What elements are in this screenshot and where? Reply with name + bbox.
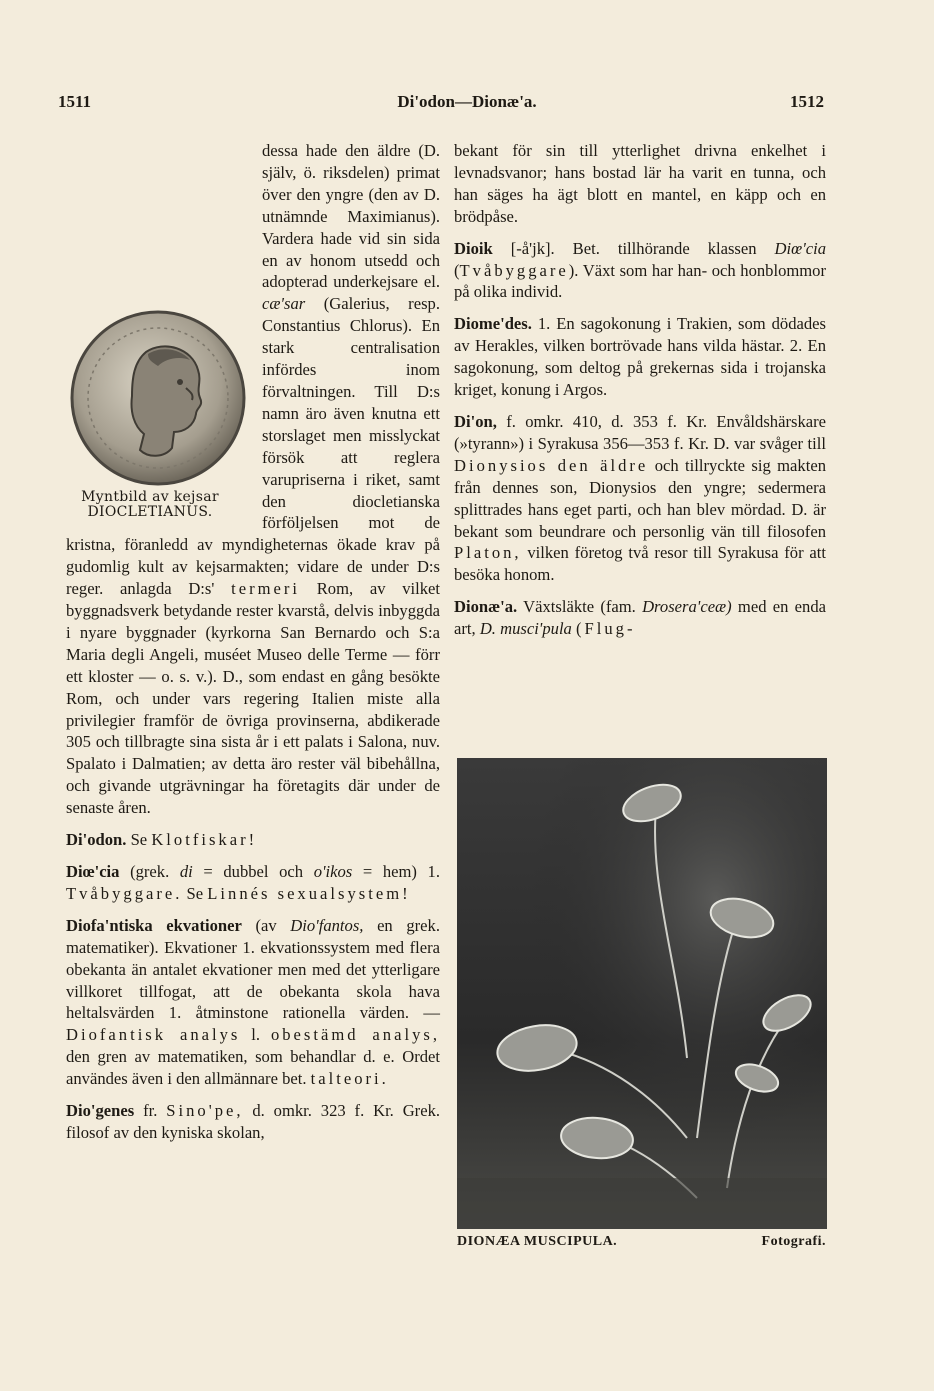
diodon-entry: Di'odon. Se Klotfiskar!	[66, 830, 258, 850]
diogenes-entry: Dio'genes fr. Sino'pe, d. omkr. 323 f. Kr. Grek. filosof av den kyniska skolan,	[66, 1101, 441, 1142]
photo-caption-credit: Fotografi.	[761, 1234, 826, 1249]
tvabyggare-crossref-link[interactable]: Tvåbyggare.	[66, 883, 183, 903]
linne-crossref-link[interactable]: Linnés sexualsystem!	[207, 883, 411, 903]
diocletianus-entry: dessa hade den äldre (D. själv, ö. riksdelen) primat över den yngre (den av D. utnämnde Maximianus). Vardera hade vid sin sida en av honom utsedd och adopterad underkejsare el. cæ'sar (Galerius, resp. Constantius Chlorus). En stark centralisation infördes inom förvaltningen. Till D:s namn äro även knutna ett storslaget men misslyckat försök att reglera varupriserna i riket, samt den diocletianska förföljelsen mot de kristna, föranledd av myndigheternas ökade krav på gudomlig kult av kejsarmakten; vidare de under D:s reger. anlagda D:s' termeri Rom, av vilket byggnadsverk betydande rester kvarstå, delvis inbyggda i nyare byggnader (kyrkorna San Bernardo och S:a Maria degli Angeli, muséet Museo delle Terme — förr ett kloster — o. s. v.). D., som endast en gång besökte Rom, och under vars regering Italien miste alla privilegier framför de övriga provinserna, abdikerade 305 och tillbragte sina sista år i ett palats i Salona, nuv. Spalato i Dalmatien; av detta äro rester väl bibehållna, och givande utgrävningar ha företagits där under de senaste åren.	[66, 140, 440, 819]
dionysios-link[interactable]: Dionysios den äldre	[454, 455, 649, 475]
dion-entry: Di'on, f. omkr. 410, d. 353 f. Kr. Envåldshärskare (»tyrann») i Syrakusa 356—353 f. Kr. D. var svåger till Dionysios den äldre och tillryckte sig makten från dennes son, Dionysios den yngre; sedermera splittrades hans eget parti, och han blev mördad. D. är bekant som beundrare och personlig vän till filosofen Platon, vilken företog två resor till Syrakusa för att besöka honom.	[454, 411, 826, 585]
left-column	[66, 140, 440, 1144]
diogenes-continued: bekant för sin till ytterlighet drivna enkelhet i levnadsvanor; hans bostad lär ha varit en tunna, och han säges ha ägt blott en mantel, en käpp och en brödpåse.	[454, 141, 826, 226]
diodon-crossref-link[interactable]: Klotfiskar!	[151, 830, 258, 850]
diomedes-entry: Diome'des. 1. En sagokonung i Trakien, som dödades av Herakles, vilken bortrövade hans vilda hästar. 2. En sagokonung, som deltog på grekernas sida i trojanska kriget, konung i Argos.	[454, 314, 826, 400]
dionaea-entry: Dionæ'a. Växtsläkte (fam. Drosera'ceæ) med en enda art, D. musci'pula (Flug-	[454, 597, 826, 639]
tvabyggare-link-right[interactable]: Tvåbyggare	[459, 260, 569, 280]
diophantine-entry: Diofa'ntiska ekvationer (av Dio'fantos, en grek. matematiker). Ekvationer 1. ekvationssystem med flera obekanta än antalet ekvationer men med det ytterligare villkoret tillfogat, att de obekanta skola hava heltalsvärden 1. åtminstone rationella värden. — Diofantisk analys l. obestämd analys, den gren av matematiken, som behandlar d. e. Ordet användes även i den allmännare bet. talteori.	[66, 915, 440, 1089]
right-column	[454, 140, 826, 640]
platon-link[interactable]: Platon,	[454, 543, 522, 563]
coin-figure	[62, 300, 258, 532]
dioecia-entry: Diœ'cia (grek. di = dubbel och o'ikos = hem) 1. Tvåbyggare. Se Linnés sexualsystem!	[66, 862, 440, 903]
dioik-entry: Dioik [-å'jk]. Bet. tillhörande klassen Diœ'cia (Tvåbyggare). Växt som har han- och honblommor på olika individ.	[454, 238, 827, 302]
page-number-right: 1512	[790, 92, 824, 111]
page-number-left: 1511	[58, 92, 92, 111]
photo-caption-title: DIONÆA MUSCIPULA.	[457, 1234, 618, 1249]
running-header: Di'odon—Dionæ'a.	[397, 92, 537, 111]
coin-caption: Myntbild av kejsar DIOCLETIANUS.	[81, 489, 219, 520]
venus-flytrap-photo	[457, 758, 827, 1229]
coin-portrait-icon	[68, 308, 248, 488]
